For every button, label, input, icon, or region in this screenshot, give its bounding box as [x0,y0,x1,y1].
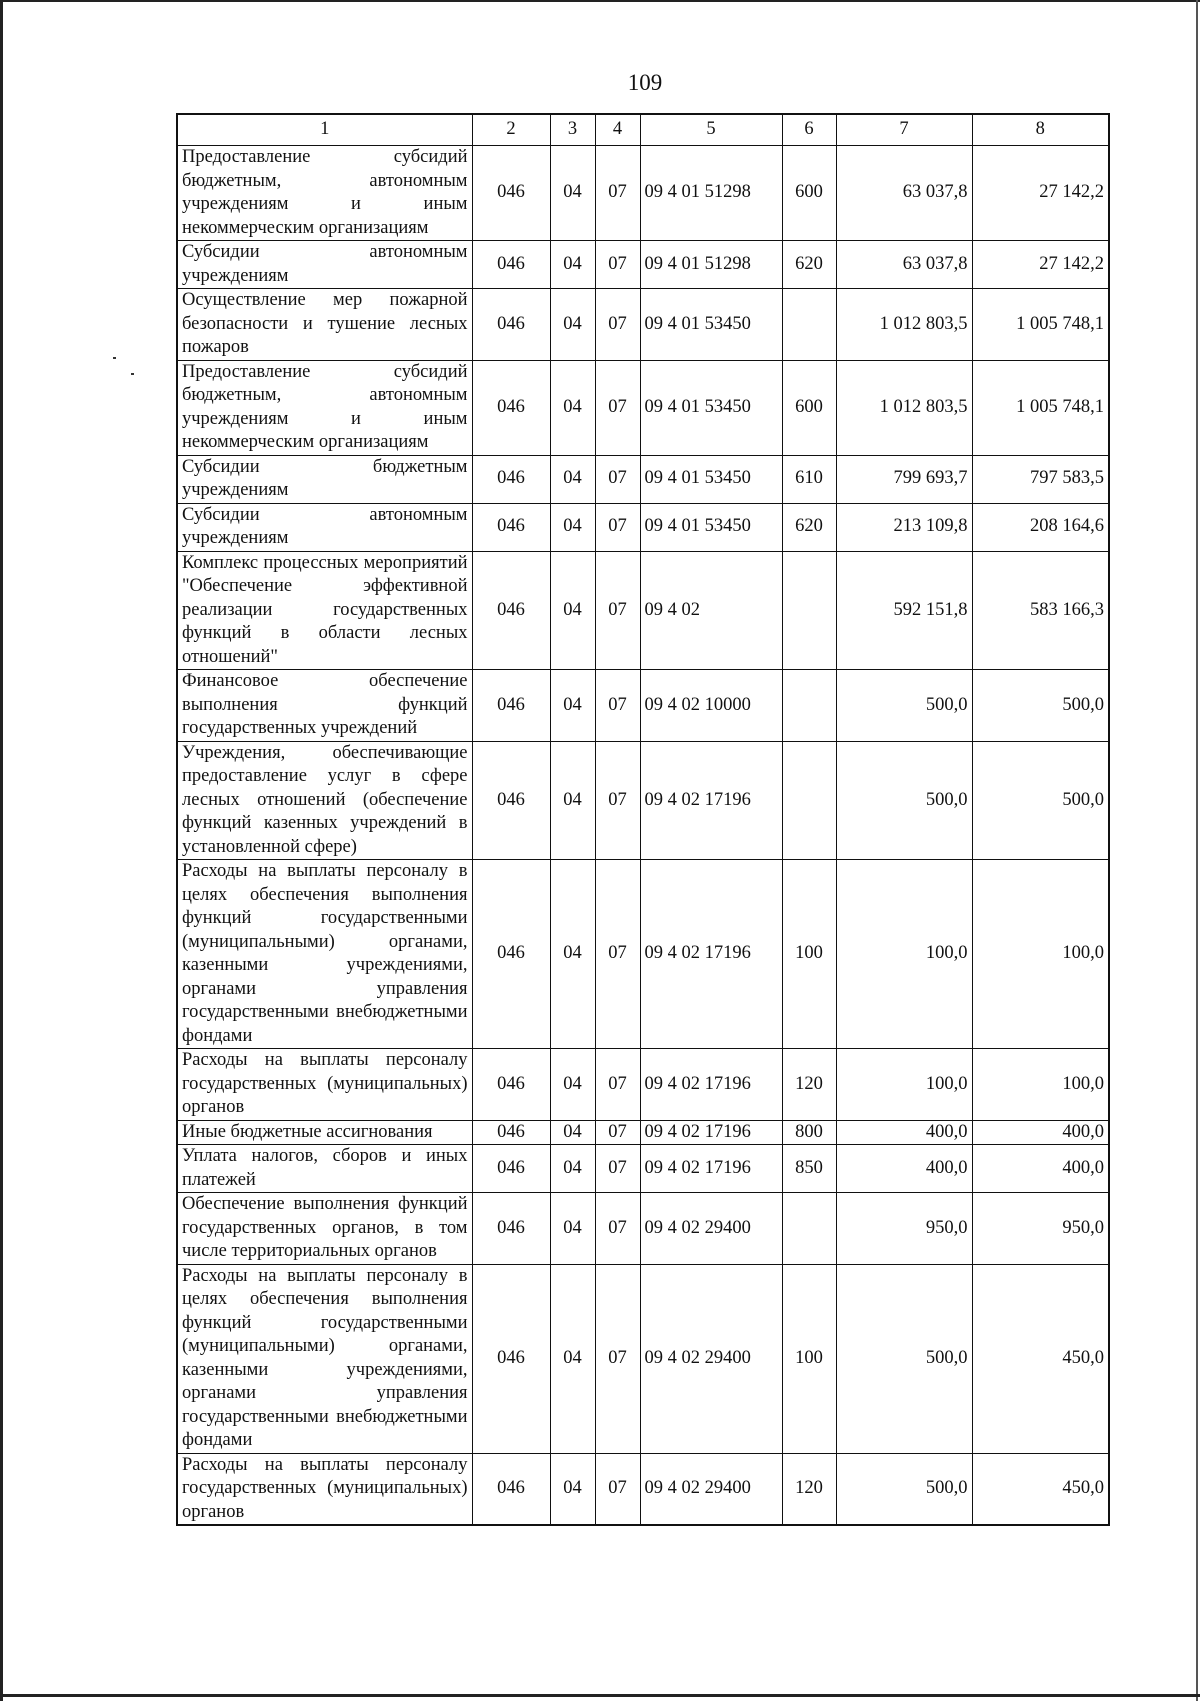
cell-section: 04 [550,1264,595,1453]
cell-subsection: 07 [595,146,640,241]
cell-section: 04 [550,670,595,742]
header-col-7: 7 [836,114,972,146]
row-name: Предоставление субсидий бюджетным, автономным учреждениям и иным некоммерческим организациям [177,146,472,241]
cell-amount-col8: 100,0 [972,1049,1109,1121]
page-number: 109 [627,70,663,95]
row-name: Комплекс процессных мероприятий "Обеспечение эффективной реализации государственных функций в области лесных отношений" [177,551,472,670]
header-col-5: 5 [640,114,782,146]
cell-ministry: 046 [472,1264,550,1453]
cell-amount-col7: 63 037,8 [836,241,972,289]
cell-ministry: 046 [472,455,550,503]
cell-expense-type: 120 [782,1453,836,1525]
cell-subsection: 07 [595,1193,640,1265]
row-name: Расходы на выплаты персоналу в целях обеспечения выполнения функций государственными (муниципальными) органами, казенными учреждениями, органами управления государственными внебюджетными фондами [177,1264,472,1453]
cell-amount-col7: 400,0 [836,1145,972,1193]
cell-ministry: 046 [472,860,550,1049]
row-name: Осуществление мер пожарной безопасности и тушение лесных пожаров [177,289,472,361]
cell-amount-col8: 400,0 [972,1120,1109,1145]
cell-section: 04 [550,146,595,241]
cell-subsection: 07 [595,455,640,503]
cell-subsection: 07 [595,741,640,860]
table-row [177,1453,1109,1525]
header-col-3: 3 [550,114,595,146]
scan-speck [131,373,134,375]
cell-section: 04 [550,1120,595,1145]
cell-amount-col7: 400,0 [836,1120,972,1145]
table-row [177,1049,1109,1121]
cell-ministry: 046 [472,1049,550,1121]
cell-amount-col7: 500,0 [836,1453,972,1525]
cell-target-article: 09 4 02 29400 [640,1453,782,1525]
cell-target-article: 09 4 02 17196 [640,741,782,860]
cell-target-article: 09 4 02 17196 [640,1120,782,1145]
cell-ministry: 046 [472,289,550,361]
cell-section: 04 [550,860,595,1049]
cell-ministry: 046 [472,670,550,742]
cell-amount-col7: 500,0 [836,741,972,860]
cell-ministry: 046 [472,1145,550,1193]
cell-amount-col7: 500,0 [836,1264,972,1453]
cell-amount-col7: 100,0 [836,1049,972,1121]
cell-ministry: 046 [472,146,550,241]
table-row [177,241,1109,289]
cell-expense-type: 600 [782,360,836,455]
row-name: Расходы на выплаты персоналу государственных (муниципальных) органов [177,1049,472,1121]
cell-expense-type: 620 [782,241,836,289]
row-name: Уплата налогов, сборов и иных платежей [177,1145,472,1193]
cell-ministry: 046 [472,360,550,455]
cell-amount-col8: 583 166,3 [972,551,1109,670]
header-col-2: 2 [472,114,550,146]
cell-amount-col8: 208 164,6 [972,503,1109,551]
cell-expense-type [782,289,836,361]
budget-table [176,113,1110,1526]
cell-target-article: 09 4 01 53450 [640,455,782,503]
table-row [177,741,1109,860]
cell-section: 04 [550,1193,595,1265]
cell-subsection: 07 [595,241,640,289]
row-name: Субсидии бюджетным учреждениям [177,455,472,503]
table-row [177,1193,1109,1265]
cell-section: 04 [550,1145,595,1193]
cell-amount-col7: 799 693,7 [836,455,972,503]
cell-target-article: 09 4 02 10000 [640,670,782,742]
cell-expense-type: 120 [782,1049,836,1121]
cell-target-article: 09 4 01 53450 [640,360,782,455]
page-border-top [0,0,1200,2]
cell-expense-type: 100 [782,1264,836,1453]
cell-subsection: 07 [595,1049,640,1121]
cell-subsection: 07 [595,503,640,551]
row-name: Иные бюджетные ассигнования [177,1120,472,1145]
cell-expense-type: 100 [782,860,836,1049]
row-name: Субсидии автономным учреждениям [177,241,472,289]
cell-amount-col8: 1 005 748,1 [972,289,1109,361]
cell-expense-type: 800 [782,1120,836,1145]
page-border-left [0,0,3,1701]
cell-expense-type: 600 [782,146,836,241]
cell-amount-col8: 797 583,5 [972,455,1109,503]
cell-section: 04 [550,551,595,670]
cell-amount-col8: 500,0 [972,741,1109,860]
cell-section: 04 [550,503,595,551]
cell-expense-type: 610 [782,455,836,503]
cell-target-article: 09 4 01 53450 [640,503,782,551]
cell-subsection: 07 [595,1120,640,1145]
header-col-8: 8 [972,114,1109,146]
cell-target-article: 09 4 02 29400 [640,1193,782,1265]
cell-amount-col7: 950,0 [836,1193,972,1265]
header-col-4: 4 [595,114,640,146]
row-name: Обеспечение выполнения функций государственных органов, в том числе территориальных органов [177,1193,472,1265]
cell-amount-col7: 63 037,8 [836,146,972,241]
scan-speck [113,357,116,359]
cell-expense-type [782,670,836,742]
table-row [177,860,1109,1049]
cell-subsection: 07 [595,1453,640,1525]
cell-expense-type: 620 [782,503,836,551]
cell-amount-col8: 1 005 748,1 [972,360,1109,455]
row-name: Субсидии автономным учреждениям [177,503,472,551]
cell-ministry: 046 [472,241,550,289]
cell-target-article: 09 4 02 17196 [640,1145,782,1193]
table-row [177,1145,1109,1193]
cell-target-article: 09 4 02 17196 [640,860,782,1049]
cell-amount-col8: 400,0 [972,1145,1109,1193]
cell-amount-col7: 592 151,8 [836,551,972,670]
cell-subsection: 07 [595,1264,640,1453]
cell-amount-col7: 500,0 [836,670,972,742]
table-body [177,146,1109,1526]
cell-ministry: 046 [472,503,550,551]
cell-section: 04 [550,455,595,503]
cell-section: 04 [550,741,595,860]
cell-subsection: 07 [595,670,640,742]
row-name: Расходы на выплаты персоналу государственных (муниципальных) органов [177,1453,472,1525]
cell-section: 04 [550,360,595,455]
cell-expense-type [782,1193,836,1265]
page-border-right [1196,0,1198,1701]
cell-ministry: 046 [472,741,550,860]
cell-amount-col7: 100,0 [836,860,972,1049]
cell-target-article: 09 4 01 51298 [640,146,782,241]
cell-section: 04 [550,1049,595,1121]
cell-amount-col7: 1 012 803,5 [836,360,972,455]
cell-target-article: 09 4 01 53450 [640,289,782,361]
cell-subsection: 07 [595,551,640,670]
cell-amount-col8: 450,0 [972,1264,1109,1453]
header-col-6: 6 [782,114,836,146]
cell-ministry: 046 [472,1193,550,1265]
row-name: Учреждения, обеспечивающие предоставление услуг в сфере лесных отношений (обеспечение функций казенных учреждений в установленной сфере) [177,741,472,860]
cell-section: 04 [550,1453,595,1525]
cell-amount-col8: 27 142,2 [972,146,1109,241]
page-border-bottom [0,1694,1200,1697]
row-name: Расходы на выплаты персоналу в целях обеспечения выполнения функций государственными (муниципальными) органами, казенными учреждениями, органами управления государственными внебюджетными фондами [177,860,472,1049]
cell-target-article: 09 4 02 [640,551,782,670]
cell-target-article: 09 4 02 29400 [640,1264,782,1453]
cell-target-article: 09 4 01 51298 [640,241,782,289]
cell-amount-col8: 450,0 [972,1453,1109,1525]
table-row [177,455,1109,503]
cell-expense-type: 850 [782,1145,836,1193]
table-row [177,670,1109,742]
row-name: Предоставление субсидий бюджетным, автономным учреждениям и иным некоммерческим организациям [177,360,472,455]
cell-section: 04 [550,289,595,361]
cell-ministry: 046 [472,551,550,670]
cell-subsection: 07 [595,860,640,1049]
cell-amount-col8: 100,0 [972,860,1109,1049]
table-row [177,289,1109,361]
table-row [177,146,1109,241]
cell-amount-col7: 1 012 803,5 [836,289,972,361]
cell-amount-col7: 213 109,8 [836,503,972,551]
cell-ministry: 046 [472,1453,550,1525]
cell-subsection: 07 [595,1145,640,1193]
cell-expense-type [782,551,836,670]
table-row [177,551,1109,670]
table-row [177,503,1109,551]
header-col-1: 1 [177,114,472,146]
cell-ministry: 046 [472,1120,550,1145]
cell-subsection: 07 [595,289,640,361]
table-row [177,1264,1109,1453]
cell-amount-col8: 950,0 [972,1193,1109,1265]
row-name: Финансовое обеспечение выполнения функций государственных учреждений [177,670,472,742]
cell-section: 04 [550,241,595,289]
cell-amount-col8: 500,0 [972,670,1109,742]
table-row [177,1120,1109,1145]
cell-target-article: 09 4 02 17196 [640,1049,782,1121]
cell-amount-col8: 27 142,2 [972,241,1109,289]
cell-subsection: 07 [595,360,640,455]
header-row [177,114,1109,146]
table-row [177,360,1109,455]
cell-expense-type [782,741,836,860]
